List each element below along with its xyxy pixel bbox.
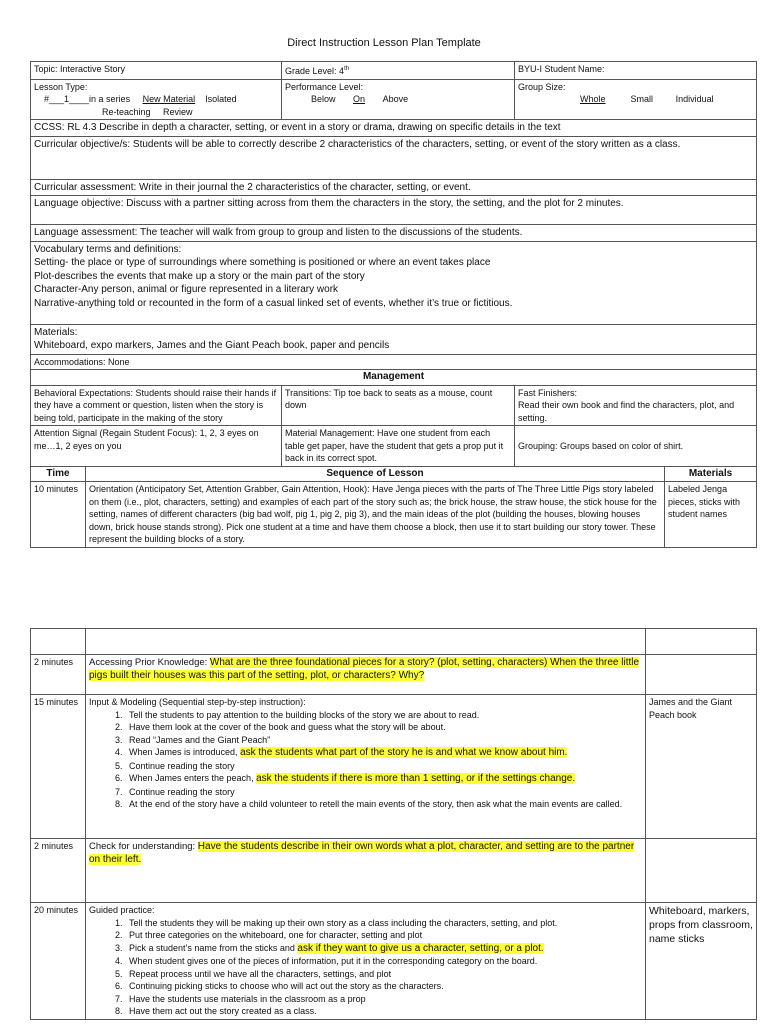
input-text: Input & Modeling (Sequential step-by-step instruction): 1. Tell the students to pay attention to the building blocks of the story we are about to read. 2. Have them look at the cover of the book and guess what the story will be about. 3. Read “James and the Giant Peach” 4. When James is introduced, ask the students what part of the story he is and what we know about him. 5. Continue reading the story 6. When James enters the peach, ask the students if there is more than 1 setting, or if the settings change. 7. Continue reading the story 8. At the end of the story have a child volunteer to retell the main events of the story, then ask what the main events are called. (86, 695, 646, 839)
accommodations-row: Accommodations: None (31, 354, 757, 370)
check-highlight: Have the students describe in their own words what a plot, character, and setting are to the partner on their left. (89, 841, 635, 865)
list-item: 6. Continuing picking sticks to choose who will act out the story as the characters. (125, 980, 642, 993)
list-item: 4. When James is introduced, ask the students what part of the story he is and what we know about him. (125, 746, 642, 760)
ccss-row: CCSS: RL 4.3 Describe in depth a character, setting, or event in a story or drama, drawing on specific details in the text (31, 120, 757, 137)
prior-highlight: What are the three foundational pieces for a story? (plot, setting, characters) When the three little pigs built their houses was this part of the setting, plot, or characters? Why? (89, 657, 640, 681)
input-steps-list (89, 709, 642, 811)
guided-steps-list (89, 917, 642, 1018)
management-row-1 (31, 385, 757, 426)
list-item: 5. Continue reading the story (125, 760, 642, 773)
grade-level-cell: Grade Level: 4th (282, 62, 515, 80)
topic-cell: Topic: Interactive Story (31, 62, 282, 80)
guided-materials: Whiteboard, markers, props from classroom, name sticks (646, 903, 757, 1020)
guided-text: Guided practice: 1. Tell the students they will be making up their own story as a class including the characters, setting, and plot. 2. Put three categories on the whiteboard, one for character, setting and plot 3. Pick a student’s name from the sticks and ask if they want to give us a character, setting, or a plot. 4. When student gives one of the pieces of information, put it in the corresponding category on the board. 5. Repeat process until we have all the characters, settings, and plot 6. Continuing picking sticks to choose who will act out the story as the characters. 7. Have the students use materials in the classroom as a prop 8. Have them act out the story created as a class. (86, 903, 646, 1020)
list-item: 7. Have the students use materials in the classroom as a prop (125, 993, 642, 1006)
lesson-plan-table (30, 61, 757, 548)
orientation-materials: Labeled Jenga pieces, sticks with student names (665, 482, 757, 548)
curricular-objective-row: Curricular objective/s: Students will be able to correctly describe 2 characteristics of the characters, setting, or event of the story written as a class. (31, 136, 757, 179)
vocab-term: Setting- the place or type of surroundings where something is positioned or where an event takes place (34, 257, 491, 268)
list-item: 2. Have them look at the cover of the book and guess what the story will be about. (125, 721, 642, 734)
list-item: 1. Tell the students they will be making up their own story as a class including the characters, setting, and plot. (125, 917, 642, 930)
vocab-term: Plot-describes the events that make up a story or the main part of the story (34, 270, 365, 282)
list-item: 3. Read “James and the Giant Peach” (125, 734, 642, 747)
sequence-table (30, 628, 757, 1020)
list-item: 3. Pick a student’s name from the sticks and ask if they want to give us a character, setting, or a plot. (125, 942, 642, 956)
curricular-assessment-row: Curricular assessment: Write in their journal the 2 characteristics of the character, setting, or event. (31, 179, 757, 196)
check-understanding-row (31, 839, 757, 903)
student-name-cell: BYU-I Student Name: (515, 62, 757, 80)
guided-time: 20 minutes (31, 903, 86, 1020)
transitions-cell: Transitions: Tip toe back to seats as a mouse, count down (282, 385, 515, 426)
prior-knowledge-row (31, 655, 757, 695)
management-heading: Management (31, 370, 757, 386)
list-item: 5. Repeat process until we have all the characters, settings, and plot (125, 968, 642, 981)
sequence-header-row (31, 466, 757, 482)
management-row-2 (31, 426, 757, 467)
blank-row (31, 629, 757, 655)
input-materials: James and the Giant Peach book (646, 695, 757, 839)
list-item: 8. At the end of the story have a child volunteer to retell the main events of the story, then ask what the main events are called. (125, 798, 642, 811)
list-item: 2. Put three categories on the whiteboard, one for character, setting and plot (125, 929, 642, 942)
materials-row: Materials: Whiteboard, expo markers, James and the Giant Peach book, paper and pencils (31, 324, 757, 354)
orientation-time: 10 minutes (31, 482, 86, 548)
list-item: 6. When James enters the peach, ask the students if there is more than 1 setting, or if the settings change. (125, 772, 642, 786)
prior-time: 2 minutes (31, 655, 86, 695)
attention-signal-cell: Attention Signal (Regain Student Focus): 1, 2, 3 eyes on me…1, 2 eyes on you (31, 426, 282, 467)
performance-level-cell: Performance Level: Below On Above (282, 79, 515, 120)
sequence-header: Sequence of Lesson (86, 466, 665, 482)
vocab-term: Narrative-anything told or recounted in the form of a casual linked set of events, whether it’s true or fictitious. (34, 297, 513, 309)
document-title: Direct Instruction Lesson Plan Template (287, 37, 481, 49)
list-item: 7. Continue reading the story (125, 786, 642, 799)
check-text: Check for understanding: Have the students describe in their own words what a plot, character, and setting are to the partner on their left. (86, 839, 646, 903)
lesson-type-cell: Lesson Type: #___1____in a series New Material Isolated Re-teaching Review (31, 79, 282, 120)
time-header: Time (31, 466, 86, 482)
behavioral-expectations-cell: Behavioral Expectations: Students should raise their hands if they have a comment or question, listen when the story is being told, participate in the making of the story (31, 385, 282, 426)
orientation-text: Orientation (Anticipatory Set, Attention Grabber, Gain Attention, Hook): Have Jenga pieces with the parts of The Three Little Pigs story labeled on them (i.e., plot, characters, setting) and examples of each part of the story such as; the brick house, the straw house, the stick house for the setting, names of different characters (big bad wolf, pig 1, pig 2, pig 3), and the main ideas of the plot (building the houses, blowing houses down, brick house stands strong). Pick one student at a time and have them choose a block, then use it to start building our story tower. These represent the building blocks of a story. (86, 482, 665, 548)
vocabulary-row: Vocabulary terms and definitions: Setting- the place or type of surroundings where something is positioned or where an event takes place Plot-describes the events that make up a story or the main part of the story Character-Any person, animal or figure represented in a literary work Narrative-anything told or recounted in the form of a casual linked set of events, whether it’s true or fictitious. (31, 241, 757, 324)
orientation-row (31, 482, 757, 548)
group-size-cell: Group Size: Whole Small Individual (515, 79, 757, 120)
input-time: 15 minutes (31, 695, 86, 839)
header-row-1 (31, 62, 757, 80)
fast-finishers-cell: Fast Finishers: Read their own book and find the characters, plot, and setting. (515, 385, 757, 426)
list-item: 1. Tell the students to pay attention to the building blocks of the story we are about to read. (125, 709, 642, 722)
material-management-cell: Material Management: Have one student from each table get paper, have the student that gets a prop put it back in its correct spot. (282, 426, 515, 467)
input-modeling-row (31, 695, 757, 839)
list-item: 4. When student gives one of the pieces of information, put it in the corresponding category on the board. (125, 955, 642, 968)
list-item: 8. Have them act out the story created as a class. (125, 1005, 642, 1018)
guided-practice-row (31, 903, 757, 1020)
vocab-term: Character-Any person, animal or figure represented in a literary work (34, 284, 339, 295)
prior-text: Accessing Prior Knowledge: What are the three foundational pieces for a story? (plot, setting, characters) When the three little pigs built their houses was this part of the setting, plot, or characters? Why? (86, 655, 646, 695)
check-time: 2 minutes (31, 839, 86, 903)
header-row-2 (31, 79, 757, 120)
language-assessment-row: Language assessment: The teacher will walk from group to group and listen to the discussions of the students. (31, 225, 757, 242)
grouping-cell: Grouping: Groups based on color of shirt. (515, 426, 757, 467)
language-objective-row: Language objective: Discuss with a partner sitting across from them the characters in the story, the setting, and the plot for 2 minutes. (31, 196, 757, 225)
materials-header: Materials (665, 466, 757, 482)
